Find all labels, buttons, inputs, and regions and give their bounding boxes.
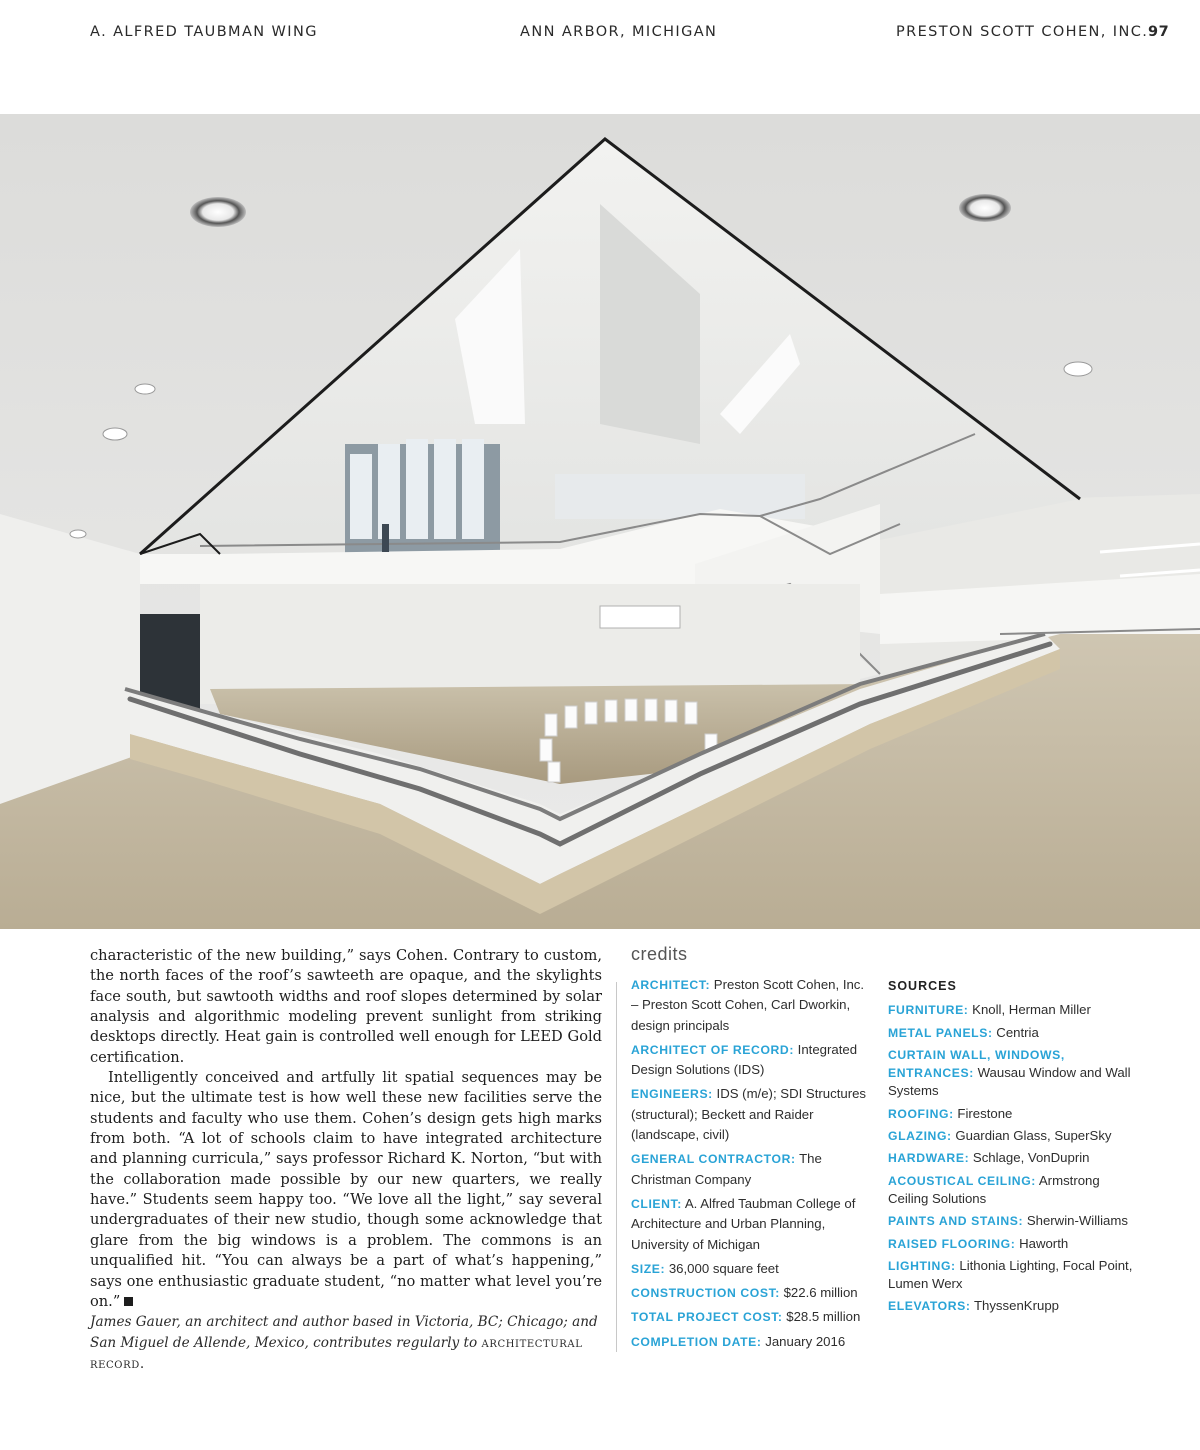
- credit-value: A. Alfred Taubman College of Architecture and Urban Planning, University of Michigan: [631, 1195, 856, 1252]
- atrium-illustration: [0, 114, 1200, 929]
- source-label: ACOUSTICAL CEILING:: [888, 1173, 1036, 1188]
- author-bio-text: James Gauer, an architect and author based in Victoria, BC; Chicago; and San Miguel de Allende, Mexico, contributes regularly to: [90, 1314, 598, 1351]
- source-label: HARDWARE:: [888, 1151, 970, 1166]
- source-entry: [888, 1235, 1138, 1253]
- source-value: Sherwin-Williams: [1026, 1213, 1128, 1229]
- source-entry: [888, 1257, 1138, 1294]
- credit-value: January 2016: [765, 1333, 846, 1349]
- credit-label: ARCHITECT OF RECORD:: [631, 1042, 794, 1057]
- source-value: Knoll, Herman Miller: [972, 1002, 1091, 1018]
- atrium-photo: [0, 114, 1200, 929]
- article-paragraph-text: Intelligently conceived and artfully lit spatial sequences may be nice, but the ultimate test is how well these new facilities serve the students and faculty who use them. Cohen’s design gets high marks from both. “A lot of schools claim to have integrated architecture and planning curricula,” says professor Richard K. Norton, “but with the collaboration made possible by our new quarters, we really have.” Students seem happy too. “We love all the light,” say several undergraduates of their new studio, though some acknowledge that glare from the big windows is a problem. The commons is an unqualified hit. “You can always be a part of what’s happening,” says one enthusiastic graduate student, “no matter what level you’re on.”: [90, 1069, 602, 1310]
- credit-value: 36,000 square feet: [668, 1260, 779, 1276]
- source-entry: [888, 1212, 1138, 1230]
- publication-name: architectural record.: [90, 1335, 583, 1372]
- source-value: Schlage, VonDuprin: [972, 1150, 1090, 1166]
- source-value: Guardian Glass, SuperSky: [955, 1128, 1112, 1144]
- article-body: [90, 946, 602, 1312]
- header-architect: PRESTON SCOTT COHEN, INC.: [896, 24, 1149, 40]
- source-entry: [888, 1149, 1138, 1167]
- source-label: METAL PANELS:: [888, 1025, 993, 1040]
- article-paragraph: [90, 1068, 602, 1312]
- credit-entry: [631, 1283, 871, 1303]
- source-entry: [888, 1297, 1138, 1315]
- credit-entry: [631, 1307, 871, 1327]
- credit-entry: [631, 975, 871, 1036]
- credit-entry: [631, 1149, 871, 1190]
- source-value: Lithonia Lighting, Focal Point, Lumen Werx: [888, 1257, 1133, 1292]
- credit-value: IDS (m/e); SDI Structures (structural); Beckett and Raider (landscape, civil): [631, 1086, 867, 1143]
- credit-value: $22.6 million: [783, 1285, 858, 1301]
- sources-list: [888, 975, 1138, 1320]
- source-entry: [888, 1127, 1138, 1145]
- credits-title: credits: [631, 944, 688, 964]
- end-mark-icon: [124, 1297, 133, 1306]
- credit-label: COMPLETION DATE:: [631, 1334, 762, 1349]
- credit-value: $28.5 million: [786, 1309, 861, 1325]
- credit-label: CONSTRUCTION COST:: [631, 1286, 780, 1301]
- credit-label: ARCHITECT:: [631, 978, 711, 992]
- source-label: ELEVATORS:: [888, 1299, 971, 1314]
- source-value: Wausau Window and Wall Systems: [888, 1065, 1131, 1099]
- page-number: 97: [1148, 24, 1170, 40]
- sources-title: SOURCES: [888, 979, 957, 993]
- credit-entry: [631, 1194, 871, 1255]
- source-label: FURNITURE:: [888, 1003, 969, 1018]
- credit-label: CLIENT:: [631, 1196, 682, 1211]
- source-value: Armstrong Ceiling Solutions: [888, 1172, 1100, 1206]
- credit-entry: [631, 1084, 871, 1145]
- source-label: PAINTS AND STAINS:: [888, 1214, 1024, 1229]
- header-project-name: A. ALFRED TAUBMAN WING: [90, 24, 318, 40]
- credit-label: GENERAL CONTRACTOR:: [631, 1152, 796, 1167]
- source-value: Centria: [996, 1024, 1039, 1040]
- credit-label: SIZE:: [631, 1261, 666, 1276]
- source-entry: [888, 1001, 1138, 1019]
- source-value: Haworth: [1019, 1235, 1069, 1251]
- person-silhouette: [382, 524, 389, 552]
- running-header: [0, 24, 1200, 48]
- author-bio: [90, 1312, 602, 1375]
- source-entry: [888, 1105, 1138, 1123]
- credit-value: The Christman Company: [631, 1151, 822, 1187]
- credit-label: TOTAL PROJECT COST:: [631, 1310, 783, 1325]
- source-entry: [888, 1046, 1138, 1101]
- credit-entry: [631, 1259, 871, 1279]
- credit-value: Preston Scott Cohen, Inc. – Preston Scott Cohen, Carl Dworkin, design principals: [631, 977, 865, 1033]
- credits-list: [631, 975, 871, 1356]
- source-label: CURTAIN WALL, WINDOWS, ENTRANCES:: [888, 1047, 1065, 1081]
- source-entry: [888, 1172, 1138, 1209]
- source-label: ROOFING:: [888, 1106, 954, 1121]
- credit-entry: [631, 1332, 871, 1352]
- source-value: ThyssenKrupp: [973, 1298, 1059, 1314]
- source-value: Firestone: [957, 1105, 1013, 1121]
- credit-entry: [631, 1040, 871, 1081]
- source-entry: [888, 1024, 1138, 1042]
- credit-value: Integrated Design Solutions (IDS): [631, 1041, 858, 1078]
- source-label: GLAZING:: [888, 1129, 952, 1144]
- credit-label: ENGINEERS:: [631, 1087, 713, 1102]
- header-location: ANN ARBOR, MICHIGAN: [520, 24, 718, 40]
- source-label: RAISED FLOORING:: [888, 1236, 1016, 1251]
- source-label: LIGHTING:: [888, 1258, 956, 1273]
- credits-divider: [616, 982, 617, 1352]
- article-paragraph: characteristic of the new building,” says Cohen. Contrary to custom, the north faces of the roof’s sawteeth are opaque, and the skylights face south, but sawtooth widths and roof slopes determined by solar analysis and algorithmic modeling prevent sunlight from striking desktops directly. Heat gain is controlled well enough for LEED Gold certification.: [90, 947, 602, 1066]
